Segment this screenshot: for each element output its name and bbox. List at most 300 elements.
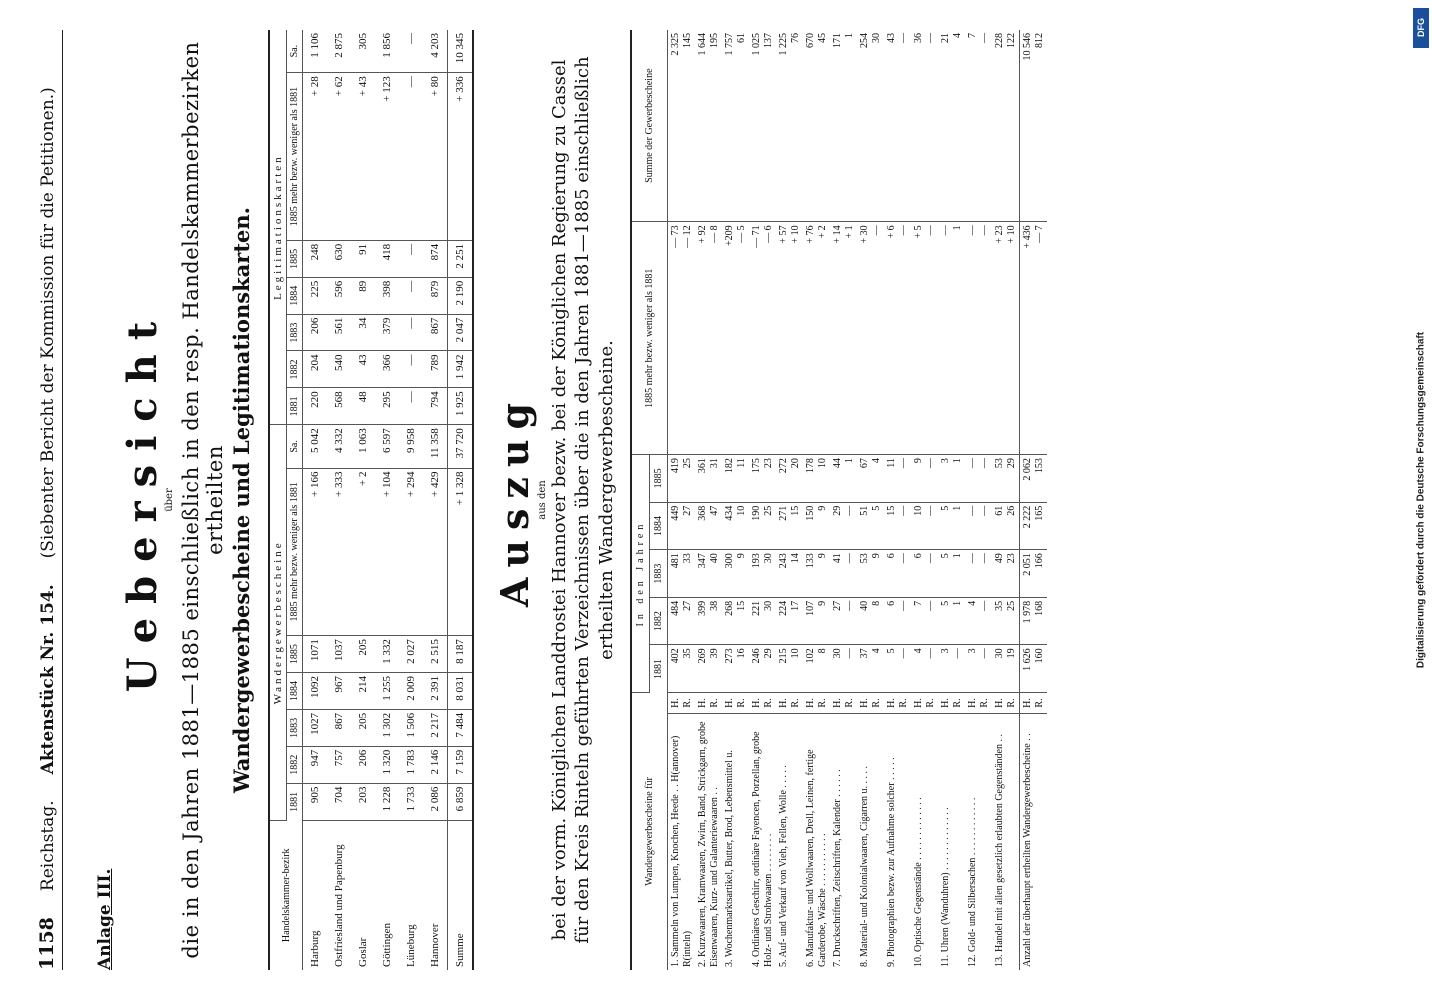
year-value bbox=[803, 645, 830, 693]
year-value-r: 17 bbox=[789, 600, 801, 611]
diff-value-h: + 76 bbox=[805, 225, 817, 244]
year-value-r: 9 bbox=[816, 553, 828, 559]
year-value-h: 150 bbox=[805, 505, 817, 521]
total-value bbox=[1020, 30, 1048, 222]
branch-code-h: H. bbox=[994, 698, 1006, 708]
year-value-h: 44 bbox=[832, 458, 844, 469]
page-number: 1158 bbox=[36, 917, 58, 970]
year-header: 1885 bbox=[287, 240, 303, 277]
legit-total: — bbox=[399, 30, 423, 73]
wander-value: 867 bbox=[327, 709, 351, 746]
legit-value: — bbox=[399, 240, 423, 277]
year-value-r: — bbox=[924, 648, 936, 659]
extract-title: Auszug bbox=[492, 392, 537, 608]
diff-value bbox=[965, 222, 992, 455]
legit-value: 398 bbox=[375, 277, 399, 314]
wander-value: 6 859 bbox=[448, 783, 474, 820]
year-value-h: 133 bbox=[805, 553, 817, 569]
extract-subtitle-3: ertheilten Wandergewerbescheine. bbox=[595, 340, 617, 660]
year-value-h: 2 062 bbox=[1022, 458, 1034, 481]
branch-code-r: R. bbox=[870, 698, 882, 708]
year-value-h: 434 bbox=[724, 505, 736, 521]
total-value-r: — bbox=[978, 33, 990, 43]
year-value-r: 26 bbox=[1005, 505, 1017, 516]
table-row bbox=[351, 30, 375, 970]
diff-value-r: — bbox=[978, 225, 990, 236]
diff-value-h: + 23 bbox=[994, 225, 1006, 244]
dfg-logo: DFG bbox=[1413, 8, 1429, 48]
legit-value: 248 bbox=[303, 240, 328, 277]
wander-total: 9 958 bbox=[399, 425, 423, 468]
year-value-h: 2 051 bbox=[1022, 553, 1034, 576]
wander-value: 704 bbox=[327, 783, 351, 820]
category-cell: 13. Handel mit allen gesetzlich erlaubten Gegenständen . . bbox=[994, 734, 1006, 967]
district-cell: Göttingen bbox=[381, 923, 393, 967]
year-value bbox=[722, 455, 749, 503]
category-cell: 6. Manufaktur- und Wollwaaren, Drell, Leinen, fertige Garderobe, Wäsche . . . . . . . . . . . bbox=[805, 749, 828, 967]
year-value-h: 224 bbox=[778, 600, 790, 616]
category-cell: 10. Optische Gegenstände . . . . . . . . . . . . . bbox=[913, 797, 925, 967]
wander-value: 967 bbox=[327, 673, 351, 710]
year-value-r: 153 bbox=[1033, 458, 1045, 474]
legit-value: 561 bbox=[327, 314, 351, 351]
table-row bbox=[938, 30, 965, 970]
branch-code-h: H. bbox=[967, 698, 979, 708]
diff-value-r: + 10 bbox=[789, 225, 801, 244]
category-cell: 5. Auf- und Verkauf von Vieh, Fellen, Wolle . . . . . bbox=[778, 765, 790, 967]
running-header bbox=[36, 30, 63, 970]
legit-value: — bbox=[399, 388, 423, 425]
diff-header: 1885 mehr bezw. weniger als 1881 bbox=[287, 73, 303, 241]
year-value bbox=[695, 645, 722, 693]
year-value-h: 49 bbox=[994, 553, 1006, 564]
legit-value: 596 bbox=[327, 277, 351, 314]
year-value bbox=[992, 455, 1020, 503]
year-value bbox=[911, 550, 938, 598]
table-row bbox=[911, 30, 938, 970]
year-value-r: — bbox=[924, 600, 936, 611]
total-value bbox=[830, 30, 857, 222]
year-value-h: 368 bbox=[697, 505, 709, 521]
year-value-h: 1 626 bbox=[1022, 648, 1034, 671]
year-value-h: 271 bbox=[778, 505, 790, 521]
year-value bbox=[992, 502, 1020, 550]
year-value-r: — bbox=[924, 553, 936, 564]
legit-value: 43 bbox=[351, 351, 375, 388]
overview-table-body bbox=[303, 30, 474, 970]
branch-code-r: R. bbox=[843, 698, 855, 708]
total-value-h: 21 bbox=[940, 33, 952, 43]
year-value-h: 5 bbox=[940, 553, 952, 559]
year-value-h: 178 bbox=[805, 458, 817, 474]
diff-value-h: + 14 bbox=[832, 225, 844, 244]
branch-code-h: H. bbox=[1022, 698, 1034, 708]
year-value bbox=[884, 455, 911, 503]
branch-code-r: R. bbox=[681, 698, 693, 708]
branch-code bbox=[938, 693, 965, 714]
wander-diff: + 1 328 bbox=[448, 468, 474, 636]
year-value-r: 23 bbox=[1005, 553, 1017, 564]
total-value-r: 4 bbox=[951, 33, 963, 38]
year-value-r: — bbox=[897, 505, 909, 516]
wander-value: 1071 bbox=[303, 636, 328, 673]
wander-diff: + 104 bbox=[375, 468, 399, 636]
year-value bbox=[776, 597, 803, 645]
branch-code-r: R. bbox=[951, 698, 963, 708]
legit-value: — bbox=[399, 351, 423, 388]
wander-value: 206 bbox=[351, 746, 375, 783]
wander-value: 1 320 bbox=[375, 746, 399, 783]
year-value-r: 4 bbox=[870, 458, 882, 464]
wander-value: 1 783 bbox=[399, 746, 423, 783]
branch-code bbox=[992, 693, 1020, 714]
year-value-r: — bbox=[978, 458, 990, 469]
wander-group-header: Wandergewerbescheine bbox=[269, 425, 287, 820]
branch-code-h: H. bbox=[805, 698, 817, 708]
legit-value: 379 bbox=[375, 314, 399, 351]
diff-value-r: — bbox=[924, 225, 936, 236]
total-value-h: 254 bbox=[859, 33, 871, 48]
year-value-h: — bbox=[967, 505, 979, 516]
year-value-r: — bbox=[924, 505, 936, 516]
wander-total: 4 332 bbox=[327, 425, 351, 468]
year-value-h: 243 bbox=[778, 553, 790, 569]
branch-code bbox=[911, 693, 938, 714]
branch-code-r: R. bbox=[789, 698, 801, 708]
year-value-h: 67 bbox=[859, 458, 871, 469]
year-value-h: 3 bbox=[967, 648, 979, 654]
wander-value: 205 bbox=[351, 636, 375, 673]
total-value bbox=[776, 30, 803, 222]
branch-code-h: H. bbox=[751, 698, 763, 708]
wander-value: 947 bbox=[303, 746, 328, 783]
year-value-r: — bbox=[897, 553, 909, 564]
year-value bbox=[668, 455, 696, 503]
year-value-h: 5 bbox=[940, 505, 952, 511]
year-value-h: 246 bbox=[751, 648, 763, 664]
wander-diff: + 166 bbox=[303, 468, 328, 636]
diff-value-r: — 5 bbox=[735, 225, 747, 243]
total-value-h: 1 757 bbox=[724, 33, 736, 56]
year-value-r: 9 bbox=[870, 553, 882, 559]
year-value-h: 41 bbox=[832, 553, 844, 564]
diff-value-r: + 2 bbox=[816, 225, 828, 239]
year-value bbox=[695, 502, 722, 550]
legit-value: — bbox=[399, 277, 423, 314]
legit-value: 540 bbox=[327, 351, 351, 388]
legit-value: 225 bbox=[303, 277, 328, 314]
wander-value: 1027 bbox=[303, 709, 328, 746]
category-cell: 2. Kurzwaaren, Kramwaaren, Zwirn, Band, Strickgarn, grobe Eisenwaaren, Kurz- und Galanteriewaaren . . bbox=[697, 721, 720, 967]
diff-value bbox=[749, 222, 776, 455]
category-cell: 1. Sammeln von Lumpen, Knochen, Heede . . H(annover) R(inteln) bbox=[670, 735, 693, 967]
table-row bbox=[722, 30, 749, 970]
year-value-h: 269 bbox=[697, 648, 709, 664]
table-row bbox=[830, 30, 857, 970]
year-value bbox=[830, 455, 857, 503]
year-value-r: — bbox=[978, 600, 990, 611]
category-cell: 3. Wochenmarktsartikel, Butter, Brod, Lebensmittel u. bbox=[724, 750, 736, 967]
year-value-r: 29 bbox=[1005, 458, 1017, 469]
year-value-h: — bbox=[967, 458, 979, 469]
year-value-r: 8 bbox=[870, 600, 882, 606]
district-cell: Harburg bbox=[309, 930, 321, 967]
diff-value bbox=[668, 222, 696, 455]
total-value-h: 43 bbox=[886, 33, 898, 43]
wander-value: 1092 bbox=[303, 673, 328, 710]
year-value-h: 347 bbox=[697, 553, 709, 569]
year-value-h: 6 bbox=[886, 553, 898, 559]
year-value-r: 27 bbox=[681, 505, 693, 516]
branch-code bbox=[803, 693, 830, 714]
year-value-h: 5 bbox=[940, 600, 952, 606]
year-value-h: 9 bbox=[913, 458, 925, 464]
legit-value: 789 bbox=[423, 351, 448, 388]
year-value-h: 193 bbox=[751, 553, 763, 569]
table-row bbox=[668, 30, 696, 970]
year-value-r: 9 bbox=[816, 505, 828, 511]
total-value bbox=[992, 30, 1020, 222]
year-value-h: 399 bbox=[697, 600, 709, 616]
year-value-r: 19 bbox=[1005, 648, 1017, 659]
year-value-h: 419 bbox=[670, 458, 682, 474]
year-value bbox=[992, 645, 1020, 693]
legit-value: 206 bbox=[303, 314, 328, 351]
branch-code-h: H. bbox=[724, 698, 736, 708]
year-header: 1882 bbox=[287, 351, 303, 388]
year-header: 1883 bbox=[650, 550, 668, 598]
diff-header: 1885 mehr bezw. weniger als 1881 bbox=[631, 222, 668, 455]
branch-code bbox=[965, 693, 992, 714]
district-cell: Lüneburg bbox=[405, 924, 417, 967]
overview-subtitle-bold: Wandergewerbescheine und Legitimationskarten. bbox=[229, 207, 254, 793]
year-value-r: — bbox=[843, 505, 855, 516]
year-value bbox=[830, 597, 857, 645]
year-value-r: 35 bbox=[681, 648, 693, 659]
table-row bbox=[695, 30, 722, 970]
legit-value: 2 251 bbox=[448, 240, 474, 277]
years-group-header: In den Jahren bbox=[631, 455, 650, 693]
year-value-r: 39 bbox=[708, 648, 720, 659]
year-value-h: 449 bbox=[670, 505, 682, 521]
diff-value bbox=[776, 222, 803, 455]
year-value bbox=[938, 597, 965, 645]
year-header: 1883 bbox=[287, 314, 303, 351]
year-value-r: 33 bbox=[681, 553, 693, 564]
year-header: 1883 bbox=[287, 709, 303, 746]
total-value bbox=[803, 30, 830, 222]
year-value bbox=[776, 502, 803, 550]
year-value-r: — bbox=[843, 648, 855, 659]
diff-value-h: + 5 bbox=[913, 225, 925, 239]
total-value-r: 137 bbox=[762, 33, 774, 48]
year-value bbox=[695, 597, 722, 645]
wander-value: 205 bbox=[351, 709, 375, 746]
legit-value: 89 bbox=[351, 277, 375, 314]
year-value bbox=[965, 502, 992, 550]
total-header: Summe der Gewerbescheine bbox=[631, 30, 668, 222]
legit-diff: + 62 bbox=[327, 73, 351, 241]
wander-value: 203 bbox=[351, 783, 375, 820]
year-value-r: — bbox=[897, 458, 909, 469]
year-value-r: 1 bbox=[843, 458, 855, 464]
year-value-h: 182 bbox=[724, 458, 736, 474]
extract-table-body bbox=[668, 30, 1048, 970]
year-value-r: 165 bbox=[1033, 505, 1045, 521]
year-value-h: 10 bbox=[913, 505, 925, 516]
year-value bbox=[722, 550, 749, 598]
diff-value-h: + 30 bbox=[859, 225, 871, 244]
total-value-r: 61 bbox=[735, 33, 747, 43]
appendix-label: Anlage III. bbox=[95, 868, 115, 970]
year-value-h: 190 bbox=[751, 505, 763, 521]
year-value-r: 40 bbox=[708, 553, 720, 564]
year-value-h: 15 bbox=[886, 505, 898, 516]
year-value-h: 273 bbox=[724, 648, 736, 664]
year-value-r: 1 bbox=[951, 505, 963, 511]
year-value bbox=[857, 597, 884, 645]
year-value-r: — bbox=[978, 553, 990, 564]
diff-value-r: — 12 bbox=[681, 225, 693, 248]
year-value bbox=[803, 455, 830, 503]
total-value bbox=[857, 30, 884, 222]
total-value-h: 171 bbox=[832, 33, 844, 48]
year-value bbox=[668, 597, 696, 645]
total-value-h: 228 bbox=[994, 33, 1006, 48]
legit-diff: + 28 bbox=[303, 73, 328, 241]
year-value bbox=[1020, 645, 1048, 693]
wander-value: 1 332 bbox=[375, 636, 399, 673]
legit-total: 305 bbox=[351, 30, 375, 73]
total-value-h: 10 546 bbox=[1022, 33, 1034, 61]
diff-value-h: — bbox=[940, 225, 952, 236]
year-value-h: 3 bbox=[940, 648, 952, 654]
year-value-r: 38 bbox=[708, 600, 720, 611]
diff-value-h: — 71 bbox=[751, 225, 763, 248]
year-value bbox=[911, 645, 938, 693]
year-value-r: — bbox=[978, 648, 990, 659]
year-value bbox=[1020, 502, 1048, 550]
legit-diff: + 80 bbox=[423, 73, 448, 241]
year-value bbox=[884, 597, 911, 645]
total-value-h: 1 644 bbox=[697, 33, 709, 56]
legit-value: 874 bbox=[423, 240, 448, 277]
year-value-h: — bbox=[967, 553, 979, 564]
year-header: 1884 bbox=[287, 673, 303, 710]
legit-value: 1 942 bbox=[448, 351, 474, 388]
branch-code-r: R. bbox=[897, 698, 909, 708]
wander-value: 8 031 bbox=[448, 673, 474, 710]
document-number: Aktenstück Nr. 154. bbox=[38, 584, 58, 775]
total-value bbox=[884, 30, 911, 222]
legit-value: 1 925 bbox=[448, 388, 474, 425]
legit-total: 10 345 bbox=[448, 30, 474, 73]
table-row bbox=[884, 30, 911, 970]
year-value bbox=[830, 502, 857, 550]
wander-value: 7 484 bbox=[448, 709, 474, 746]
table-row bbox=[303, 30, 328, 970]
wander-value: 1 302 bbox=[375, 709, 399, 746]
diff-value bbox=[884, 222, 911, 455]
district-header: Handelskammer-bezirk bbox=[269, 820, 303, 970]
year-value-r: 16 bbox=[735, 648, 747, 659]
year-value-r: 9 bbox=[816, 600, 828, 606]
wander-value: 2 391 bbox=[423, 673, 448, 710]
branch-code bbox=[722, 693, 749, 714]
diff-value-h: + 436 bbox=[1022, 225, 1034, 249]
wander-value: 1 506 bbox=[399, 709, 423, 746]
year-value bbox=[803, 597, 830, 645]
year-value bbox=[911, 597, 938, 645]
year-value-h: 6 bbox=[886, 600, 898, 606]
year-value-h: 30 bbox=[832, 648, 844, 659]
year-value-r: 25 bbox=[681, 458, 693, 469]
table-row bbox=[749, 30, 776, 970]
year-value bbox=[749, 455, 776, 503]
credit-text: Digitalisierung gefördert durch die Deutsche Forschungsgemeinschaft bbox=[1415, 331, 1427, 669]
total-value-h: 1 025 bbox=[751, 33, 763, 56]
diff-value-r: — bbox=[870, 225, 882, 236]
year-value-r: 1 bbox=[951, 553, 963, 559]
wander-value: 1 228 bbox=[375, 783, 399, 820]
overview-subtitle: die in den Jahren 1881—1885 einschließlich in den resp. Handelskammerbezirken ertheilten bbox=[179, 41, 227, 959]
year-value-r: 1 bbox=[951, 458, 963, 464]
wander-value: 8 187 bbox=[448, 636, 474, 673]
year-header: 1884 bbox=[650, 502, 668, 550]
diff-value-h: + 57 bbox=[778, 225, 790, 244]
year-value-h: 1 978 bbox=[1022, 600, 1034, 624]
year-value-r: 47 bbox=[708, 505, 720, 516]
wander-total: 1 063 bbox=[351, 425, 375, 468]
year-value-r: 15 bbox=[789, 505, 801, 516]
year-value-r: 160 bbox=[1033, 648, 1045, 664]
year-value bbox=[965, 597, 992, 645]
year-header: 1881 bbox=[650, 645, 668, 693]
year-value-r: — bbox=[897, 648, 909, 659]
wander-value: 757 bbox=[327, 746, 351, 783]
year-value-h: 361 bbox=[697, 458, 709, 474]
year-value-h: 221 bbox=[751, 600, 763, 616]
legit-group-header: Legitimationskarten bbox=[269, 30, 287, 425]
year-value-h: 4 bbox=[913, 648, 925, 654]
branch-code-h: H. bbox=[940, 698, 952, 708]
table-row bbox=[803, 30, 830, 970]
wander-value: 214 bbox=[351, 673, 375, 710]
total-value bbox=[938, 30, 965, 222]
year-value-r: — bbox=[924, 458, 936, 469]
year-value-h: 27 bbox=[832, 600, 844, 611]
table-row bbox=[857, 30, 884, 970]
year-value bbox=[911, 455, 938, 503]
category-cell: Anzahl der überhaupt ertheilten Wandergewerbescheine . . bbox=[1020, 714, 1048, 971]
total-value-r: 30 bbox=[870, 33, 882, 43]
diff-value-r: + 10 bbox=[1005, 225, 1017, 244]
year-value-h: 51 bbox=[859, 505, 871, 516]
year-value-h: 3 bbox=[940, 458, 952, 464]
year-value-r: — bbox=[897, 600, 909, 611]
category-cell: 7. Druckschriften, Zeitschriften, Kalender . . . . . . bbox=[832, 769, 844, 967]
category-cell: 11. Uhren (Wanduhren) . . . . . . . . . . . . . bbox=[940, 807, 952, 967]
year-value-r: 9 bbox=[735, 553, 747, 559]
year-value bbox=[776, 645, 803, 693]
table-row bbox=[965, 30, 992, 970]
total-value-r: 76 bbox=[789, 33, 801, 43]
year-header: 1884 bbox=[287, 277, 303, 314]
year-value-h: 53 bbox=[859, 553, 871, 564]
legit-value: 2 047 bbox=[448, 314, 474, 351]
branch-code bbox=[830, 693, 857, 714]
total-value bbox=[965, 30, 992, 222]
